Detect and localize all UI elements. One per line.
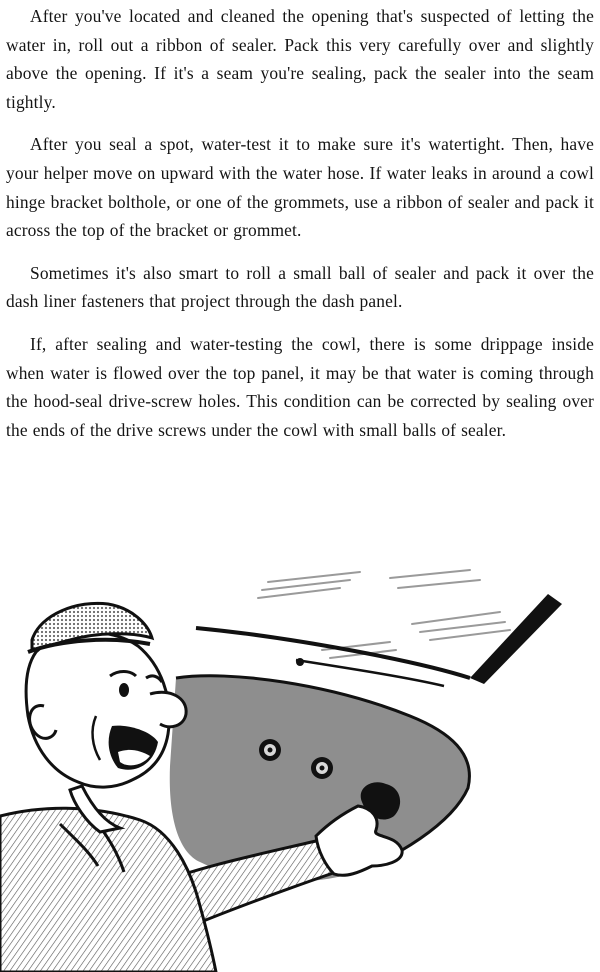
paragraph-1: After you've located and cleaned the opening that's suspected of letting the water in, roll out a ribbon of sealer. Pack this very carefully over and slightly above the opening. If it's a seam you're sealing, pack the sealer into the seam tightly.	[6, 6, 594, 112]
mechanic-head	[26, 632, 169, 787]
grommet-icon	[311, 757, 333, 779]
hood-edge-line	[196, 628, 470, 678]
mechanic-sealing-cowl-illustration	[0, 566, 600, 972]
windshield-frame	[470, 594, 562, 684]
paragraph-3: Sometimes it's also smart to roll a small ball of sealer and pack it over the dash liner fasteners that project through the dash panel.	[6, 262, 594, 312]
paragraph-4: If, after sealing and water-testing the cowl, there is some drippage inside when water is flowed over the top panel, it may be that water is coming through the hood-seal drive-screw holes. This condition can be corrected by sealing over the ends of the drive screws under the cowl with small balls of sealer.	[6, 333, 594, 440]
grommet-icon	[259, 739, 281, 761]
body-text	[6, 2, 594, 458]
speed-lines	[258, 570, 510, 658]
paragraph-2: After you seal a spot, water-test it to make sure it's watertight. Then, have your helper move on upward with the water hose. If water leaks in around a cowl hinge bracket bolthole, or one of the grommets, use a ribbon of sealer and pack it across the top of the bracket or grommet.	[6, 134, 594, 241]
